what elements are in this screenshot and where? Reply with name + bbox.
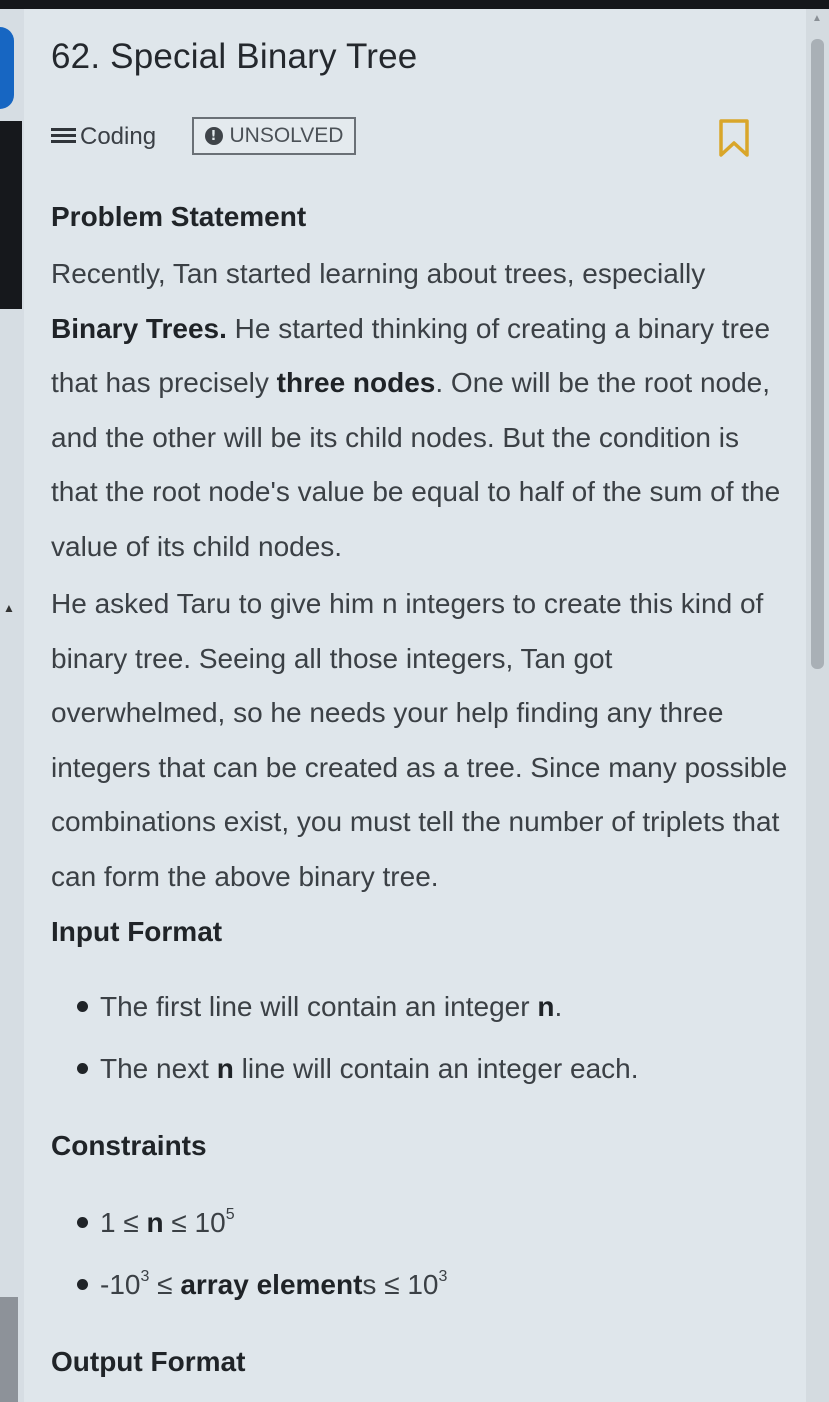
item-bold: n (216, 1053, 234, 1084)
output-format-heading: Output Format (51, 1346, 246, 1377)
item-text: ≤ (149, 1269, 181, 1300)
constraints-list (100, 1201, 447, 1325)
item-text: s ≤ 10 (362, 1269, 439, 1300)
item-superscript: 5 (225, 1206, 235, 1223)
left-pane-edge (0, 9, 24, 1402)
item-bold: n (146, 1207, 164, 1238)
statement-text: . One will be the root node, and the other will be its child nodes. But the condition is that the root node's value be equal to half of the sum of the value of its child nodes. (51, 367, 781, 562)
item-text: 1 ≤ (100, 1207, 147, 1238)
item-superscript: 3 (438, 1268, 448, 1285)
category-tag[interactable] (51, 123, 156, 151)
item-text: . (554, 991, 563, 1022)
scrollbar-thumb[interactable] (811, 39, 824, 669)
sidebar-dark-block (0, 121, 22, 309)
sidebar-accent (0, 27, 14, 109)
problem-statement-paragraph-1 (51, 247, 791, 574)
item-text: The next (100, 1053, 217, 1084)
info-icon: ! (205, 127, 223, 145)
item-bold: n (537, 991, 555, 1022)
sidebar-bottom-block (0, 1297, 18, 1402)
list-item (100, 1201, 447, 1263)
item-text: The first line will contain an integer (100, 991, 538, 1022)
item-text: line will contain an integer each. (233, 1053, 639, 1084)
problem-panel (24, 9, 806, 1402)
scroll-up-arrow-icon[interactable]: ▲ (812, 13, 822, 24)
collapse-up-arrow-icon[interactable]: ▲ (3, 601, 15, 615)
input-format-heading: Input Format (51, 916, 223, 947)
problem-title: 62. Special Binary Tree (51, 37, 418, 76)
statement-text: Recently, Tan started learning about trees, especially (51, 258, 706, 289)
item-bold: array element (180, 1269, 363, 1300)
input-format-list (100, 985, 639, 1109)
list-icon (51, 128, 76, 146)
category-label: Coding (80, 123, 157, 150)
problem-meta-row (51, 117, 781, 161)
bookmark-icon[interactable] (717, 117, 751, 161)
vertical-scrollbar[interactable] (806, 9, 829, 1402)
statement-text: He started thinking of creating a binary tree that has precisely (51, 312, 771, 398)
constraints-heading: Constraints (51, 1130, 207, 1161)
list-item (100, 985, 639, 1047)
item-text: ≤ 10 (163, 1207, 226, 1238)
problem-statement-paragraph-2: He asked Taru to give him n integers to create this kind of binary tree. Seeing all those integers, Tan got overwhelmed, so he needs your help finding any three integers that can be created as a tree. Since many possible combinations exist, you must tell the number of triplets that can form the above binary tree. (51, 588, 788, 892)
status-label: UNSOLVED (229, 124, 344, 147)
item-text: -10 (100, 1269, 141, 1300)
window-top-edge (0, 0, 829, 9)
status-badge (192, 117, 356, 155)
statement-bold: three nodes (276, 367, 436, 398)
problem-statement-heading: Problem Statement (51, 201, 307, 232)
list-item (100, 1047, 639, 1109)
item-superscript: 3 (140, 1268, 150, 1285)
statement-bold: Binary Trees. (51, 312, 227, 344)
list-item (100, 1263, 447, 1325)
